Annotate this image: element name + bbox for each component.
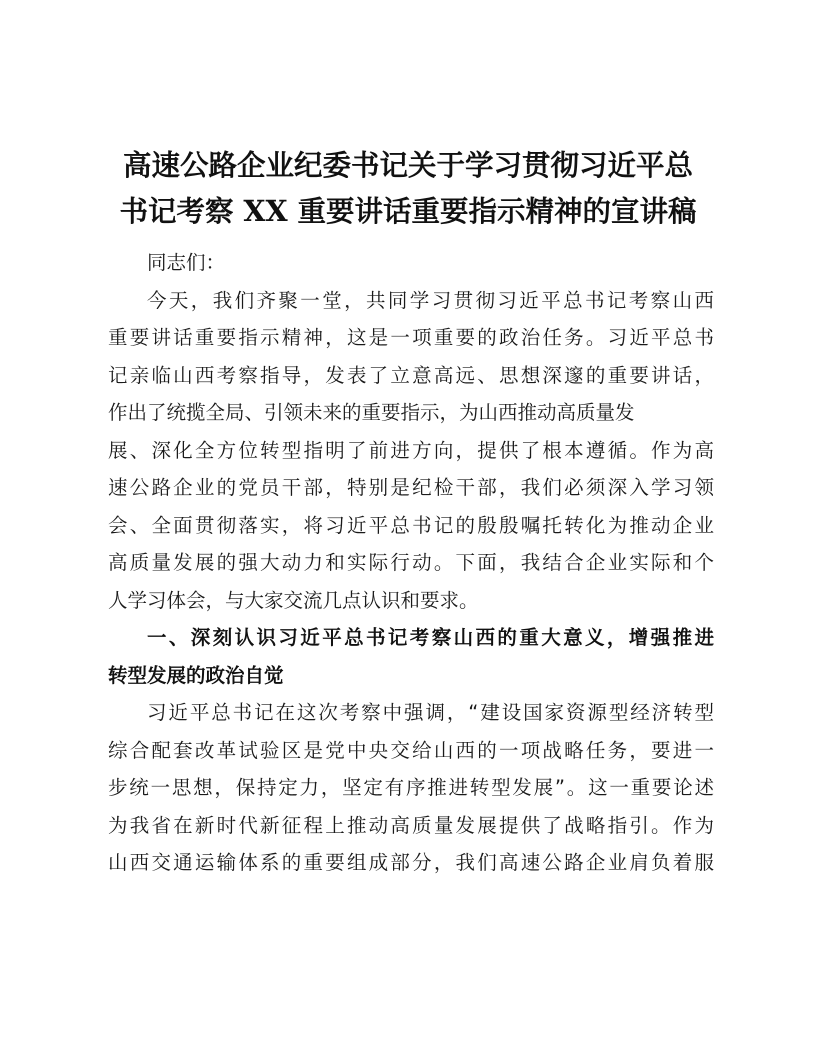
paragraph-line: 步统一思想，保持定力，坚定有序推进转型发展”。这一重要论述 xyxy=(108,776,714,799)
paragraph-line: 作出了统揽全局、引领未来的重要指示，为山西推动高质量发 xyxy=(108,401,635,424)
salutation: 同志们： xyxy=(147,251,226,274)
section-heading-1 xyxy=(108,619,714,694)
paragraph-line: 综合配套改革试验区是党中央交给山西的一项战略任务，要进一 xyxy=(108,738,714,762)
paragraph-line: 会、全面贯彻落实，将习近平总书记的殷殷嘱托转化为推动企业 xyxy=(108,513,714,537)
paragraph-line: 人学习体会，与大家交流几点认识和要求。 xyxy=(108,588,479,612)
paragraph-line: 速公路企业的党员干部，特别是纪检干部，我们必须深入学习领 xyxy=(108,476,714,499)
heading-line: 一、深刻认识习近平总书记考察山西的重大意义，增强推进 xyxy=(147,626,714,649)
paragraph-intro xyxy=(108,282,714,620)
heading-line: 转型发展的政治自觉 xyxy=(108,663,284,687)
paragraph-section-1 xyxy=(108,694,714,882)
title-line: 高速公路企业纪委书记关于学习贯彻习近平总 xyxy=(122,148,693,182)
paragraph-line: 高质量发展的强大动力和实际行动。下面，我结合企业实际和个 xyxy=(108,551,714,574)
paragraph-line: 展、深化全方位转型指明了前进方向，提供了根本遵循。作为高 xyxy=(108,438,714,462)
paragraph-line: 为我省在新时代新征程上推动高质量发展提供了战略指引。作为 xyxy=(108,813,714,837)
title-line: 书记考察 XX 重要讲话重要指示精神的宣讲稿 xyxy=(119,194,697,228)
paragraph-line: 重要讲话重要指示精神，这是一项重要的政治任务。习近平总书 xyxy=(108,326,714,349)
document-body xyxy=(108,244,714,882)
paragraph-line: 山西交通运输体系的重要组成部分，我们高速公路企业肩负着服 xyxy=(108,851,714,874)
paragraph-line: 今天，我们齐聚一堂，共同学习贯彻习近平总书记考察山西 xyxy=(147,288,714,312)
document-title xyxy=(104,142,712,234)
paragraph-line: 记亲临山西考察指导，发表了立意高远、思想深邃的重要讲话， xyxy=(108,363,714,387)
paragraph-line: 习近平总书记在这次考察中强调，“建设国家资源型经济转型 xyxy=(147,701,714,724)
